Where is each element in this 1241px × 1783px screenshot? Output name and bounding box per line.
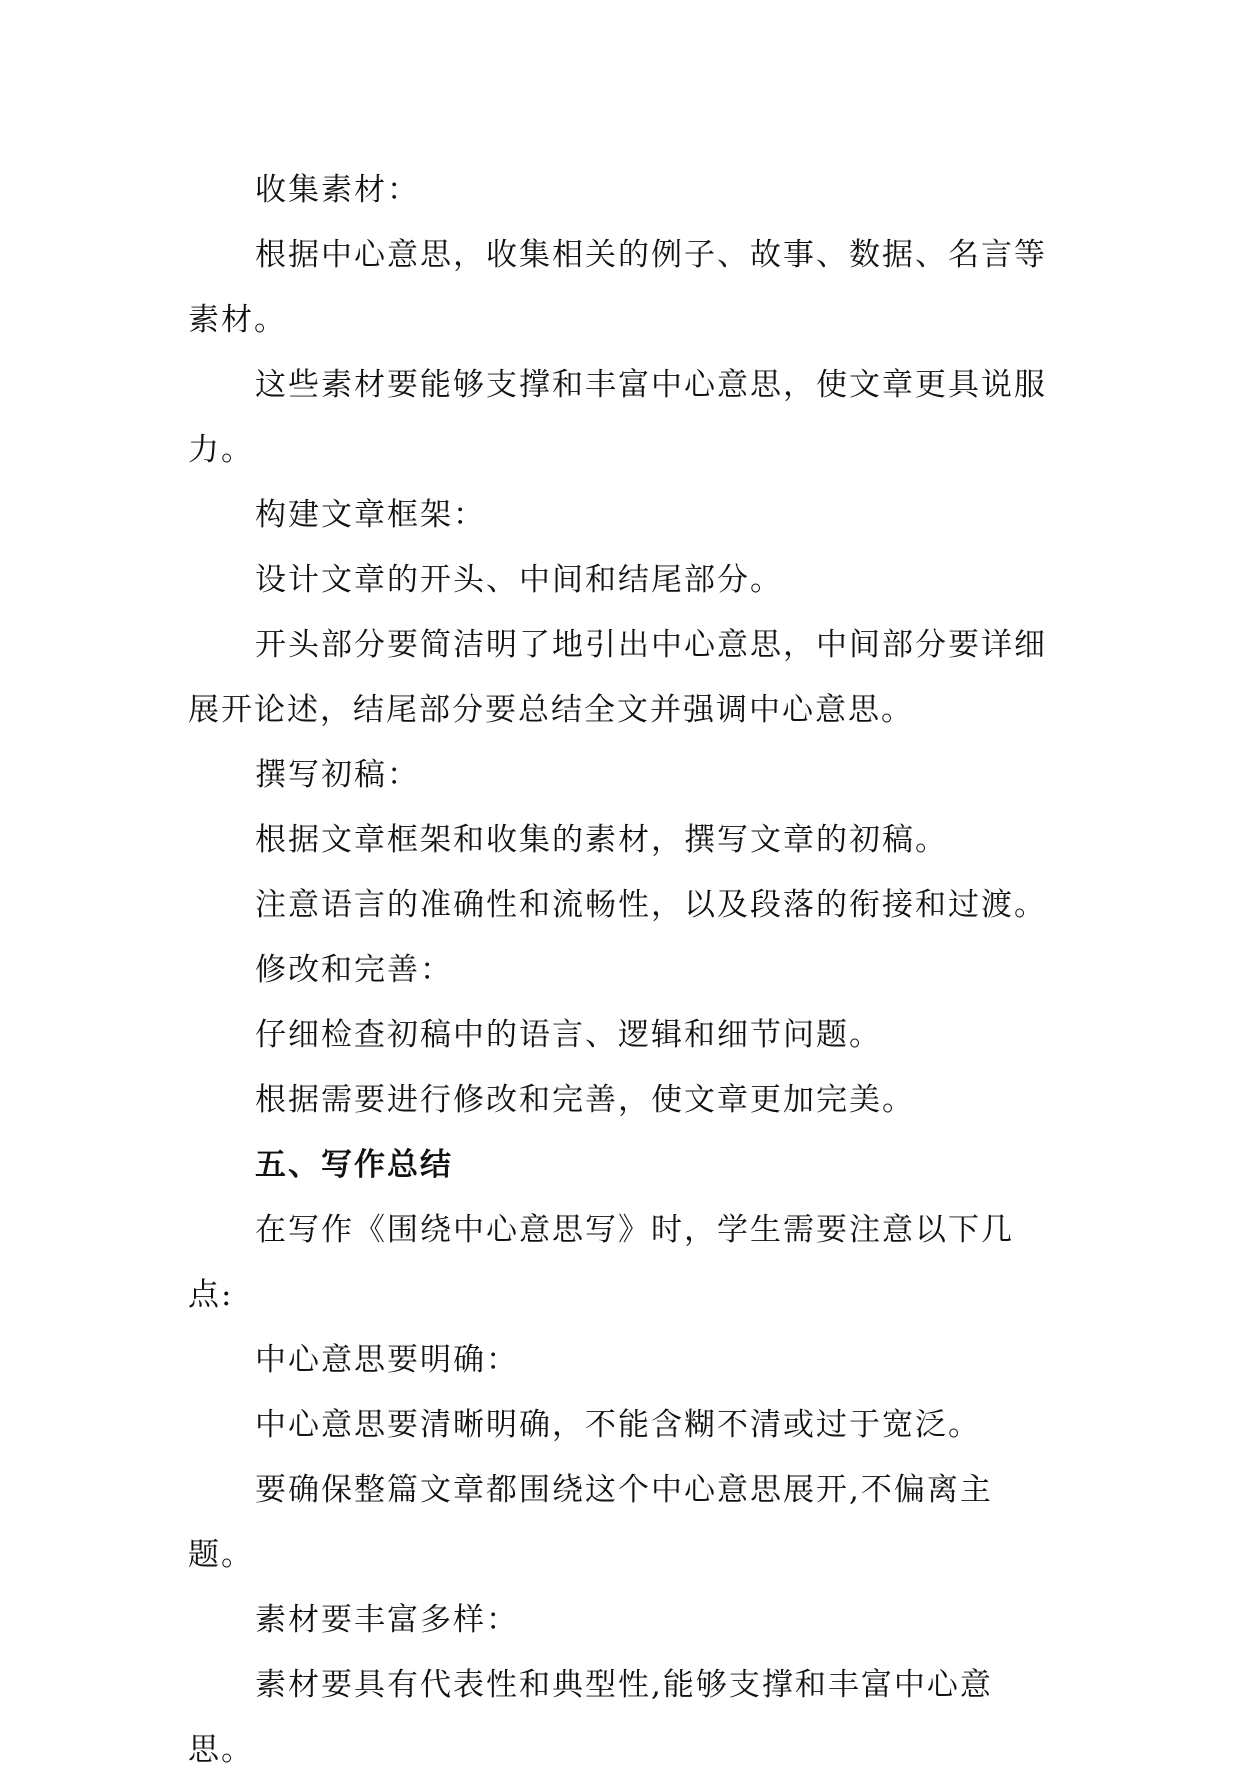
paragraph: 这些素材要能够支撑和丰富中心意思，使文章更具说服力。 [188, 367, 1047, 468]
paragraph: 要确保整篇文章都围绕这个中心意思展开,不偏离主题。 [188, 1472, 993, 1573]
subheading-build-framework: 构建文章框架： [255, 497, 486, 533]
paragraph: 开头部分要简洁明了地引出中心意思，中间部分要详细展开论述，结尾部分要总结全文并强调中心意思。 [188, 627, 1047, 728]
subheading-clear-theme: 中心意思要明确： [255, 1342, 519, 1378]
subheading-revise: 修改和完善： [255, 952, 453, 988]
paragraph: 根据中心意思，收集相关的例子、故事、数据、名言等素材。 [188, 237, 1047, 338]
paragraph: 根据文章框架和收集的素材，撰写文章的初稿。 [255, 822, 948, 858]
paragraph: 根据需要进行修改和完善，使文章更加完美。 [255, 1082, 915, 1118]
paragraph: 仔细检查初稿中的语言、逻辑和细节问题。 [255, 1017, 882, 1053]
document-body [188, 158, 1058, 1783]
paragraph: 设计文章的开头、中间和结尾部分。 [255, 562, 783, 598]
subheading-rich-materials: 素材要丰富多样： [255, 1602, 519, 1638]
subheading-write-draft: 撰写初稿： [255, 757, 420, 793]
paragraph: 素材要具有代表性和典型性,能够支撑和丰富中心意思。 [188, 1667, 993, 1768]
paragraph: 注意语言的准确性和流畅性，以及段落的衔接和过渡。 [255, 887, 1047, 923]
paragraph: 在写作《围绕中心意思写》时，学生需要注意以下几点: [188, 1212, 1014, 1313]
section-heading: 五、写作总结 [255, 1147, 453, 1183]
paragraph: 中心意思要清晰明确，不能含糊不清或过于宽泛。 [255, 1407, 981, 1443]
subheading-collect-materials: 收集素材： [255, 172, 420, 208]
